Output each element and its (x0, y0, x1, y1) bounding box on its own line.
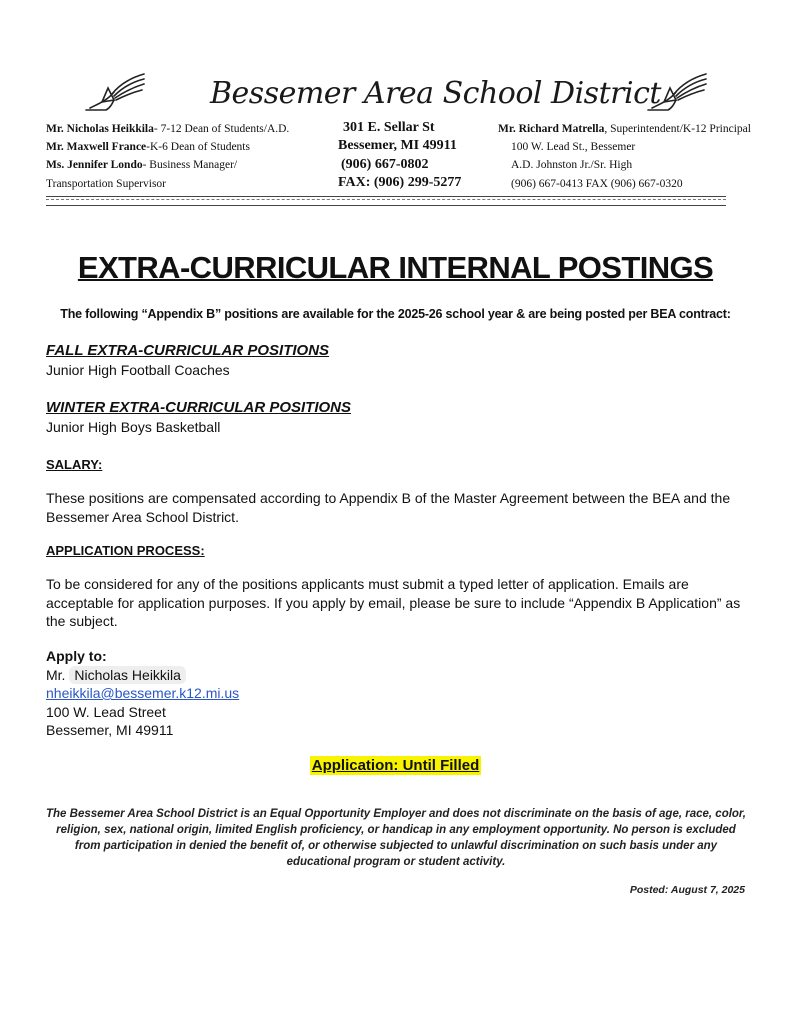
letterhead-left-line4: Transportation Supervisor (46, 178, 167, 190)
apply-to-email-link[interactable]: nheikkila@bessemer.k12.mi.us (46, 685, 240, 701)
salary-heading: SALARY: (46, 457, 103, 472)
application-heading-block (46, 542, 746, 561)
apply-to-name-line (46, 666, 746, 685)
apply-to-city: Bessemer, MI 49911 (46, 722, 174, 738)
superintendent-name: Mr. Richard Matrella (498, 123, 605, 135)
application-heading: APPLICATION PROCESS: (46, 543, 205, 558)
district-city: Bessemer, MI 49911 (338, 138, 457, 153)
district-phone: (906) 667-0802 (341, 157, 429, 172)
district-fax: FAX: (906) 299-5277 (338, 175, 462, 190)
winged-foot-logo-left-icon (84, 70, 148, 112)
page-title: EXTRA-CURRICULAR INTERNAL POSTINGS (77, 250, 714, 285)
dean-7-12-role: - 7-12 Dean of Students/A.D. (153, 123, 290, 135)
superintendent-role: , Superintendent/K-12 Principal (604, 123, 751, 135)
dean-k6-name: Mr. Maxwell France (46, 141, 147, 153)
letterhead-right-line2: 100 W. Lead St., Bessemer (511, 141, 636, 153)
posted-date: Posted: August 7, 2025 (629, 884, 745, 896)
dean-7-12-name: Mr. Nicholas Heikkila (46, 123, 154, 135)
district-name: Bessemer Area School District (210, 76, 661, 111)
application-deadline-highlight: Application: Until Filled (311, 757, 480, 774)
letterhead-right-line3: A.D. Johnston Jr./Sr. High (511, 159, 633, 171)
winter-position: Junior High Boys Basketball (46, 418, 221, 435)
apply-to-label: Apply to: (46, 648, 107, 664)
apply-to-block (46, 647, 746, 740)
intro-text: The following “Appendix B” positions are available for the 2025-26 school year & are being posted per BEA contract: (60, 307, 731, 321)
fall-section (46, 342, 746, 379)
apply-to-name: Nicholas Heikkila (69, 666, 186, 684)
letterhead-right-line1 (498, 121, 751, 137)
apply-to-street: 100 W. Lead Street (46, 703, 166, 720)
business-manager-name: Ms. Jennifer Londo (46, 159, 143, 171)
apply-to-prefix: Mr. (46, 666, 66, 683)
dean-k6-role: -K-6 Dean of Students (146, 141, 250, 153)
letterhead-right-line4: (906) 667-0413 FAX (906) 667-0320 (511, 178, 683, 190)
winter-heading: WINTER EXTRA-CURRICULAR POSITIONS (46, 399, 351, 416)
eoe-statement: The Bessemer Area School District is an Equal Opportunity Employer and does not discriminate on the basis of age, race, color, religion, sex, national origin, limited English proficiency, or handicap in any employment opportunity. No person is excluded from participation in denied the benefit of, or otherwise subjected to unlawful discrimination on such basis under any educational program or student activity. (46, 808, 746, 868)
application-text: To be considered for any of the positions applicants must submit a typed letter of application. Emails are acceptable for application purposes. If you apply by email, please be sure to include “Appendix B Application” as the subject. (46, 576, 741, 629)
salary-text: These positions are compensated according to Appendix B of the Master Agreement between the BEA and the Bessemer Area School District. (46, 490, 731, 525)
letterhead-left-line1 (46, 121, 289, 137)
letterhead-left-line3 (46, 157, 237, 173)
fall-heading: FALL EXTRA-CURRICULAR POSITIONS (46, 342, 330, 359)
fall-position: Junior High Football Coaches (46, 361, 230, 378)
application-deadline (0, 757, 791, 774)
district-street: 301 E. Sellar St (343, 120, 435, 135)
winter-section (46, 399, 746, 436)
salary-heading-block (46, 456, 746, 475)
letterhead-divider (46, 196, 726, 206)
business-manager-role: - Business Manager/ (142, 159, 238, 171)
letterhead-left-line2 (46, 139, 250, 155)
